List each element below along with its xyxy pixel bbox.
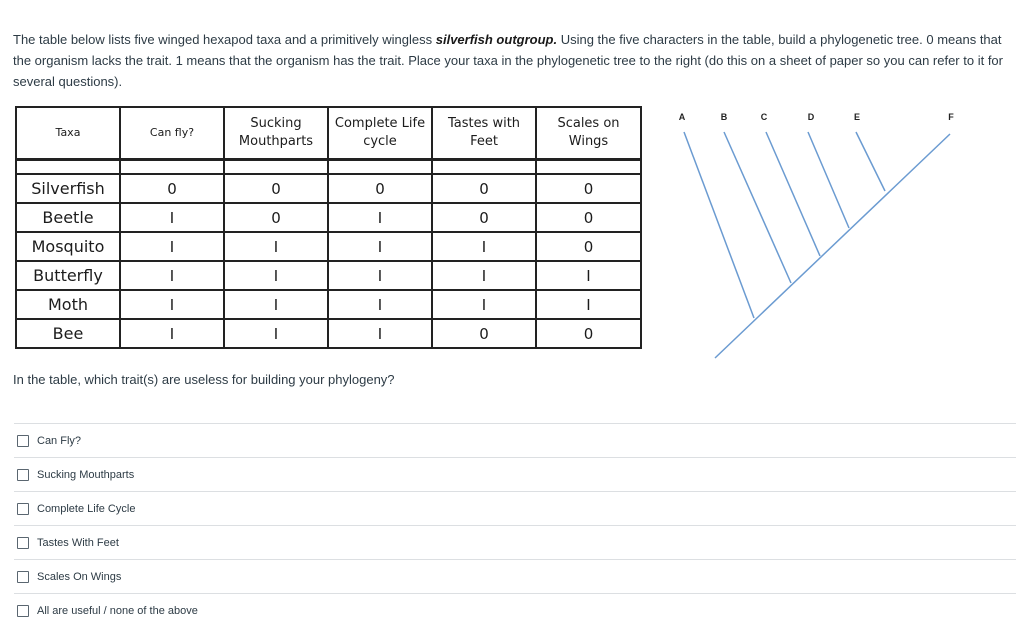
question-text: In the table, which trait(s) are useless for building your phylogeny? [13,372,395,387]
checkbox[interactable] [17,605,29,617]
trait-cell: 0 [432,203,536,232]
header-tastes-with-feet: Tastes with Feet [432,107,536,160]
trait-cell: I [432,290,536,319]
question-intro [13,29,1013,92]
branch-a [684,132,754,318]
trait-cell: 0 [328,174,432,203]
table-row-bee [16,319,641,348]
trait-cell: I [328,232,432,261]
intro-text-part2: Using the five characters in the table, build a phylogenetic tree. 0 means that the organism lacks the trait. 1 means that the organism has the trait. Place your taxa in the phylogenetic tree to the right (do this on a sheet of paper so you can refer to it for several questions). [13,32,1003,89]
tree-trunk [715,134,950,358]
table-row-mosquito [16,232,641,261]
trait-cell: I [224,319,328,348]
header-sucking-mouthparts: Sucking Mouthparts [224,107,328,160]
taxon-cell: Bee [16,319,120,348]
tip-label-f: F [948,112,954,122]
trait-cell: I [328,203,432,232]
taxon-cell: Beetle [16,203,120,232]
trait-cell: I [328,261,432,290]
header-scales-on-wings: Scales on Wings [536,107,641,160]
trait-cell: 0 [224,203,328,232]
header-taxa: Taxa [16,107,120,160]
trait-cell: I [328,319,432,348]
taxon-cell: Moth [16,290,120,319]
table-spacer-row [16,160,641,175]
branch-c [766,132,820,256]
trait-cell: I [536,290,641,319]
tip-label-d: D [807,112,815,122]
phylogenetic-tree [678,104,970,362]
checkbox[interactable] [17,503,29,515]
trait-cell: 0 [536,174,641,203]
taxon-cell: Butterfly [16,261,120,290]
trait-cell: 0 [432,174,536,203]
option-complete-life-cycle[interactable] [14,491,1016,525]
option-label: Tastes With Feet [37,536,119,549]
checkbox[interactable] [17,537,29,549]
tip-label-b: B [720,112,728,122]
option-can-fly[interactable] [14,423,1016,457]
tip-label-a: A [678,112,686,122]
trait-cell: I [536,261,641,290]
trait-cell: I [120,319,224,348]
table-row-moth [16,290,641,319]
trait-cell: I [328,290,432,319]
trait-cell: I [432,232,536,261]
trait-cell: I [432,261,536,290]
table-row-butterfly [16,261,641,290]
branch-e [856,132,885,191]
option-label: Sucking Mouthparts [37,468,135,481]
trait-cell: I [120,261,224,290]
trait-cell: I [224,261,328,290]
option-sucking-mouthparts[interactable] [14,457,1016,491]
trait-cell: I [120,232,224,261]
trait-cell: 0 [536,232,641,261]
option-label: All are useful / none of the above [37,604,198,617]
option-label: Scales On Wings [37,570,122,583]
trait-cell: I [120,290,224,319]
trait-cell: 0 [536,203,641,232]
trait-cell: 0 [224,174,328,203]
checkbox[interactable] [17,469,29,481]
option-label: Complete Life Cycle [37,502,136,515]
header-can-fly: Can fly? [120,107,224,160]
table-row-beetle [16,203,641,232]
checkbox[interactable] [17,435,29,447]
header-complete-life-cycle: Complete Life cycle [328,107,432,160]
option-scales-on-wings[interactable] [14,559,1016,593]
table-row-silverfish [16,174,641,203]
tip-label-c: C [760,112,768,122]
option-none-of-the-above[interactable] [14,593,1016,627]
trait-cell: 0 [536,319,641,348]
option-tastes-with-feet[interactable] [14,525,1016,559]
taxon-cell: Silverfish [16,174,120,203]
trait-cell: 0 [432,319,536,348]
intro-text-part1: The table below lists five winged hexapod taxa and a primitively wingless [13,32,436,47]
intro-emphasis: silverfish outgroup. [435,32,558,47]
option-label: Can Fly? [37,434,82,447]
character-table [15,106,642,349]
trait-cell: I [224,290,328,319]
trait-cell: I [120,203,224,232]
branch-b [724,132,791,283]
taxon-cell: Mosquito [16,232,120,261]
branch-d [808,132,849,228]
answer-options [14,423,1016,627]
trait-cell: I [224,232,328,261]
tip-label-e: E [853,112,861,122]
checkbox[interactable] [17,571,29,583]
trait-cell: 0 [120,174,224,203]
